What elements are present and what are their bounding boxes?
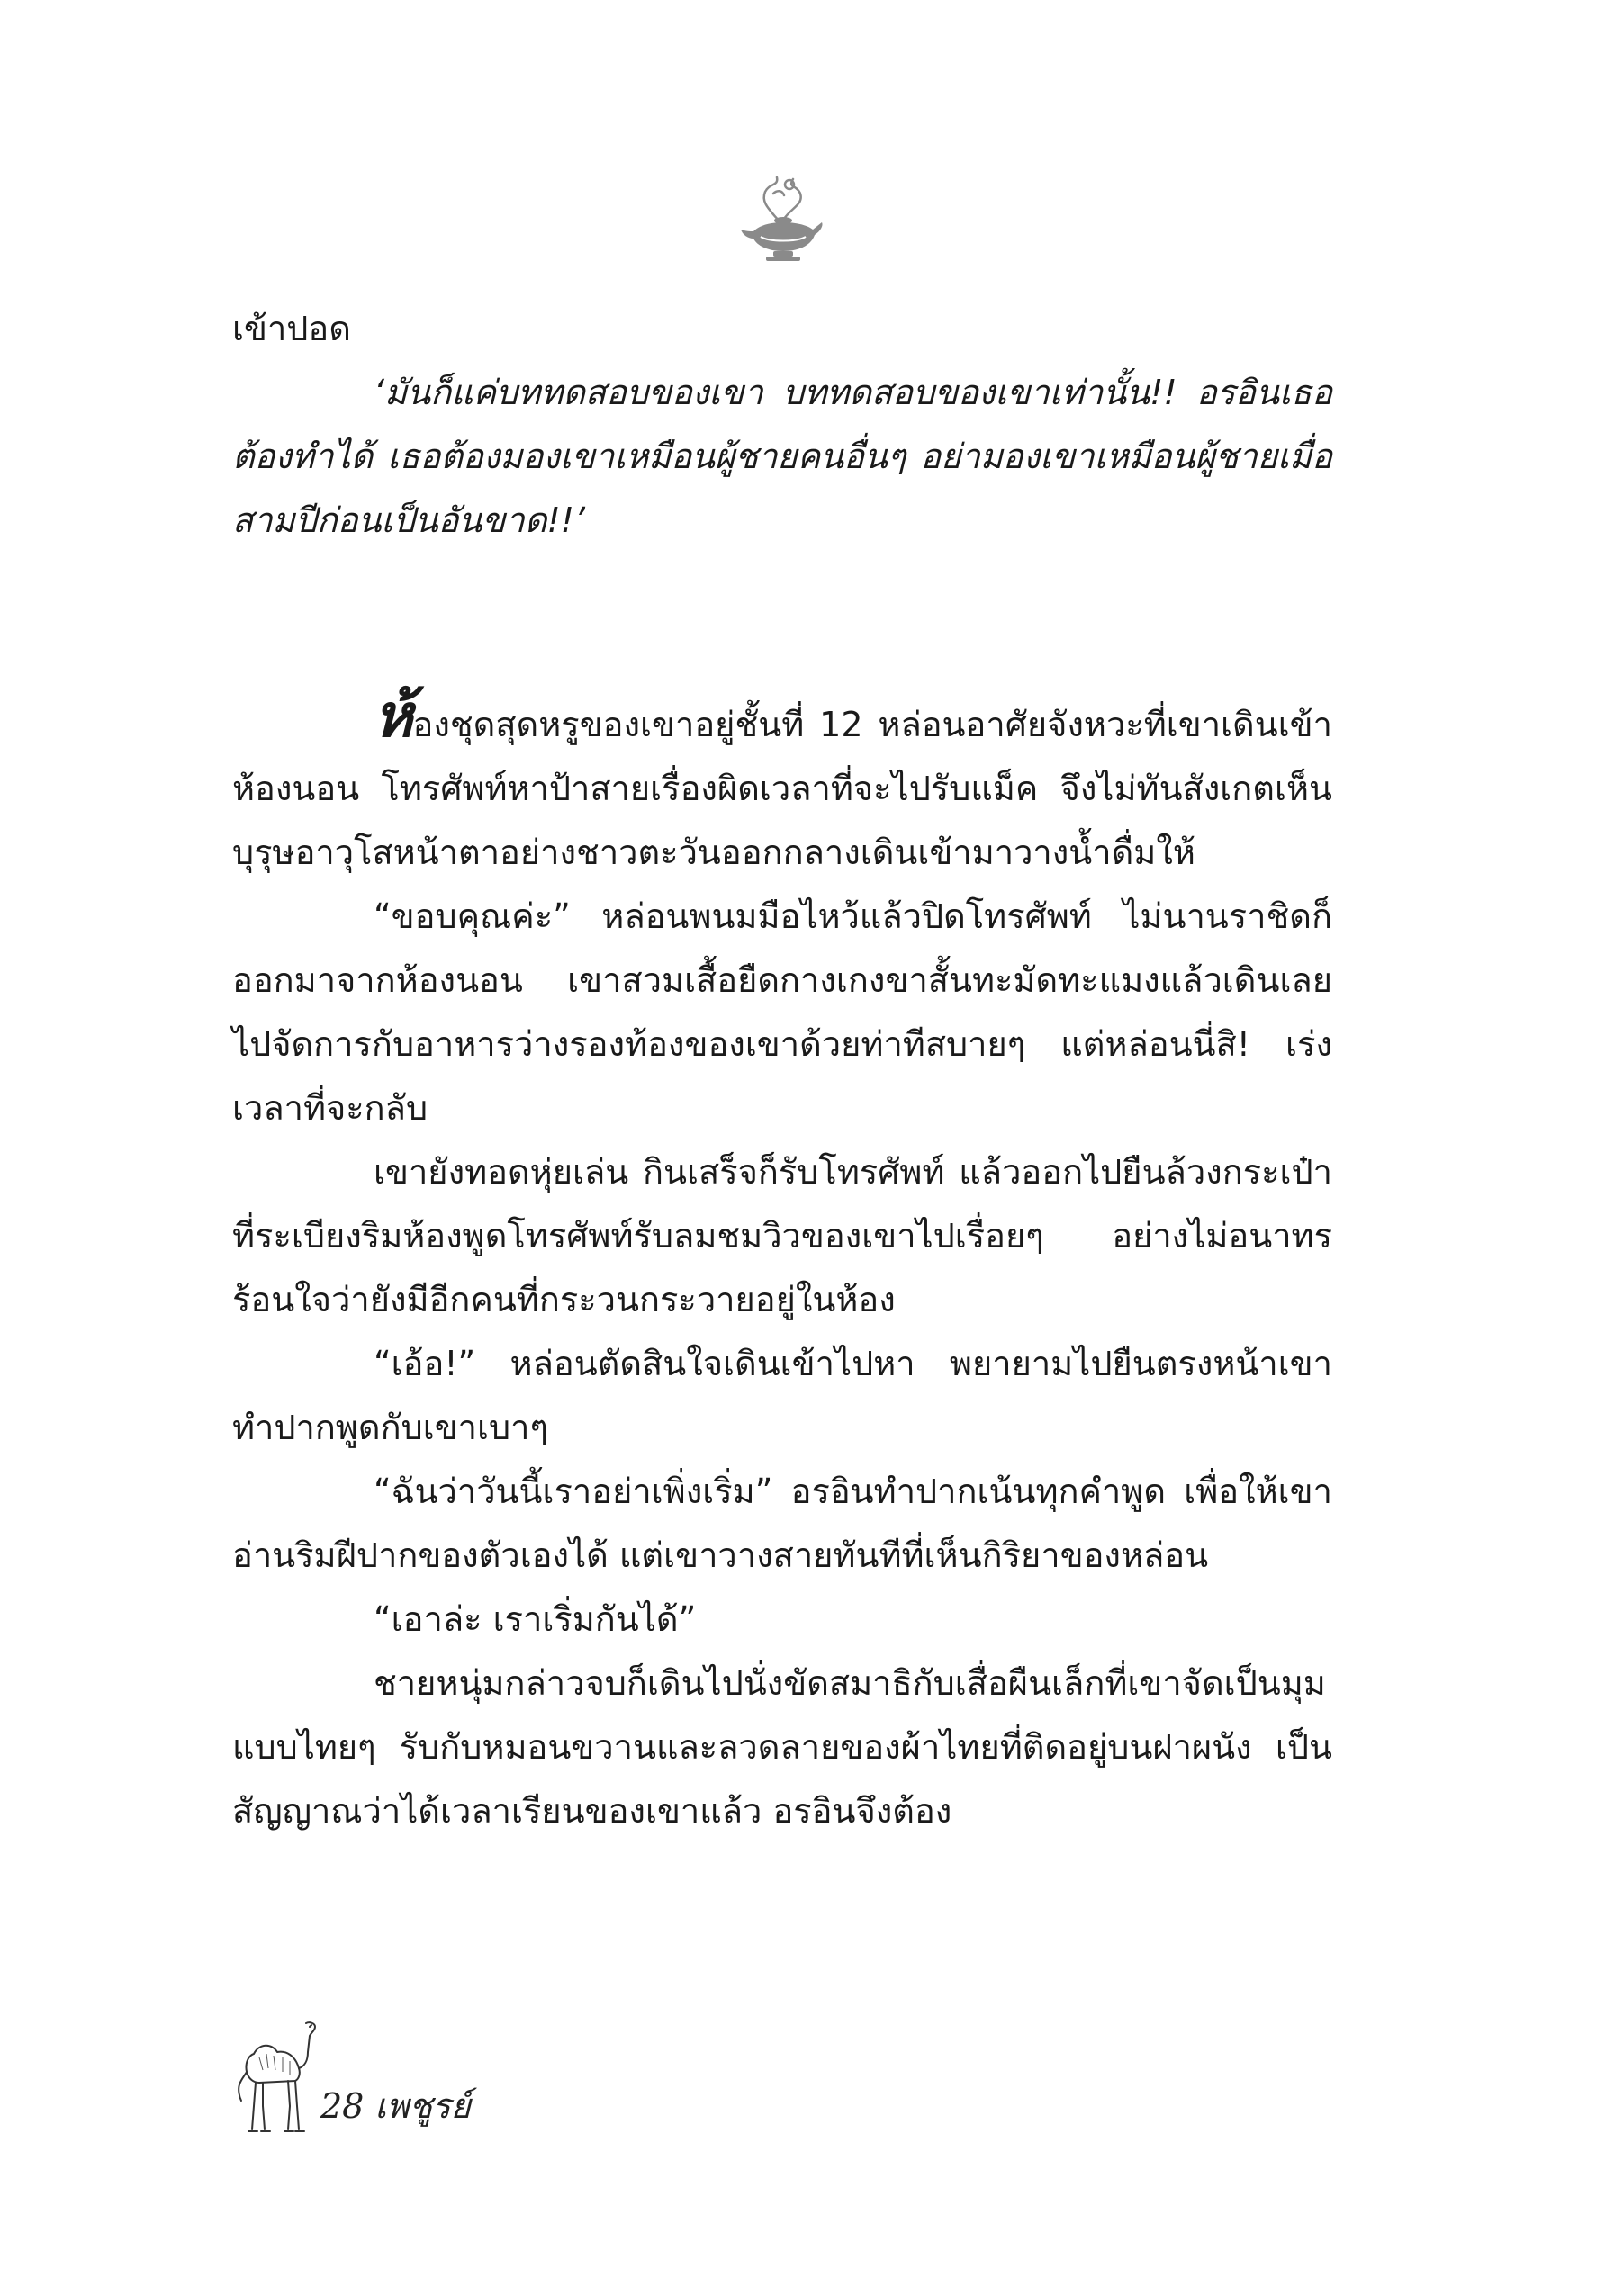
page-number-label	[320, 2086, 471, 2126]
drop-cap: ห้	[374, 680, 413, 751]
camel-icon	[232, 2016, 327, 2138]
paragraph: ชายหนุ่มกล่าวจบก็เดินไปนั่งขัดสมาธิกับเสื่อผืนเล็กที่เขาจัดเป็นมุมแบบไทยๆ รับกับหมอนขวานและลวดลายของผ้าไทยที่ติดอยู่บนฝาผนัง เป็นสัญญาณว่าได้เวลาเรียนของเขาแล้ว อรอินจึงต้อง	[232, 1663, 1332, 1831]
paragraph: “เอาล่ะ เราเริ่มกันได้”	[374, 1599, 697, 1639]
paragraph-inner-thought: ‘มันก็แค่บททดสอบของเขา บททดสอบของเขาเท่านั้น!! อรอินเธอต้องทำได้ เธอต้องมองเขาเหมือนผู้ชายคนอื่นๆ อย่ามองเขาเหมือนผู้ชายเมื่อสามปีก่อนเป็นอันขาด!!’	[232, 373, 1332, 540]
paragraph: “ฉันว่าวันนี้เราอย่าเพิ่งเริ่ม” อรอินทำปากเน้นทุกคำพูด เพื่อให้เขาอ่านริมฝีปากของตัวเองได้ แต่เขาวางสายทันทีที่เห็นกิริยาของหล่อน	[232, 1472, 1332, 1575]
paragraph-opening	[232, 680, 1332, 885]
magic-lamp-icon	[734, 167, 833, 266]
paragraph: เขายังทอดหุ่ยเล่น กินเสร็จก็รับโทรศัพท์ แล้วออกไปยืนล้วงกระเป๋าที่ระเบียงริมห้องพูดโทรศัพท์รับลมชมวิวของเขาไปเรื่อยๆ อย่างไม่อนาทรร้อนใจว่ายังมีอีกคนที่กระวนกระวายอยู่ในห้อง	[232, 1152, 1332, 1319]
paragraph: “เอ้อ!” หล่อนตัดสินใจเดินเข้าไปหา พยายามไปยืนตรงหน้าเขา ทำปากพูดกับเขาเบาๆ	[232, 1344, 1332, 1447]
paragraph: “ขอบคุณค่ะ” หล่อนพนมมือไหว้แล้วปิดโทรศัพท์ ไม่นานราชิดก็ออกมาจากห้องนอน เขาสวมเสื้อยืดกางเกงขาสั้นทะมัดทะแมงแล้วเดินเลยไปจัดการกับอาหารว่างรองท้องของเขาด้วยท่าทีสบายๆ แต่หล่อนนี่สิ! เร่งเวลาที่จะกลับ	[232, 896, 1332, 1128]
paragraph-continuation: เข้าปอด	[232, 309, 351, 348]
page-footer	[232, 2016, 592, 2142]
text-section-top	[232, 297, 1332, 553]
text-section-main	[232, 680, 1332, 1843]
book-title: เพชูรย์	[374, 2086, 471, 2126]
opening-text: องชุดสุดหรูของเขาอยู่ชั้นที่ 12 หล่อนอาศัยจังหวะที่เขาเดินเข้าห้องนอน โทรศัพท์หาป้าสายเรื่องผิดเวลาที่จะไปรับแม็ค จึงไม่ทันสังเกตเห็นบุรุษอาวุโสหน้าตาอย่างชาวตะวันออกกลางเดินเข้ามาวางน้ำดื่มให้	[232, 705, 1332, 872]
page-number: 28	[320, 2086, 365, 2126]
